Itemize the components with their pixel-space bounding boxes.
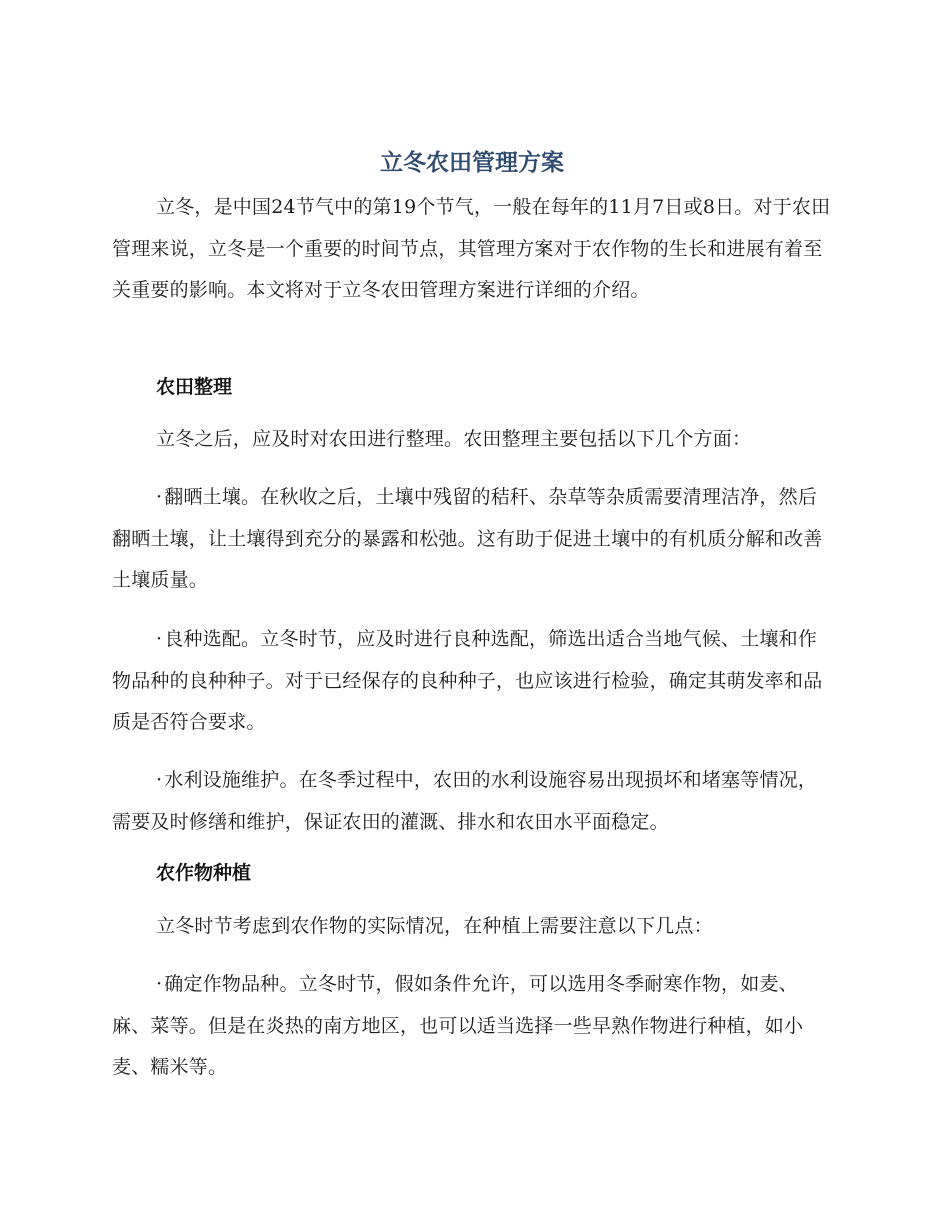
- section-lead-crop-planting: 立冬时节考虑到农作物的实际情况，在种植上需要注意以下几点：: [156, 915, 713, 937]
- section-heading-field-preparation: 农田整理: [156, 376, 233, 398]
- bullet-item-seeds: [112, 619, 832, 744]
- bullet-item-irrigation: [112, 760, 832, 843]
- document-title: 立冬农田管理方案: [380, 150, 564, 176]
- bullet-marker: ·: [156, 628, 163, 650]
- bullet-marker: ·: [156, 973, 163, 995]
- section-lead-field-preparation: 立冬之后，应及时对农田进行整理。农田整理主要包括以下几个方面：: [156, 428, 752, 450]
- bullet-text: 良种选配。立冬时节，应及时进行良种选配，筛选出适合当地气候、土壤和作物品种的良种种子。对于已经保存的良种种子，也应该进行检验，确定其萌发率和品质是否符合要求。: [112, 628, 823, 733]
- bullet-marker: ·: [156, 486, 163, 508]
- bullet-text: 翻晒土壤。在秋收之后，土壤中残留的秸秆、杂草等杂质需要清理洁净，然后翻晒土壤，让土壤得到充分的暴露和松弛。这有助于促进土壤中的有机质分解和改善土壤质量。: [112, 486, 823, 591]
- bullet-item-soil: [112, 477, 832, 602]
- bullet-text: 水利设施维护。在冬季过程中，农田的水利设施容易出现损坏和堵塞等情况，需要及时修缮和维护，保证农田的灌溉、排水和农田水平面稳定。: [112, 769, 818, 833]
- bullet-text: 确定作物品种。立冬时节，假如条件允许，可以选用冬季耐寒作物，如麦、麻、菜等。但是在炎热的南方地区，也可以适当选择一些早熟作物进行种植，如小麦、糯米等。: [112, 973, 804, 1078]
- bullet-item-crop-variety: [112, 964, 832, 1089]
- intro-paragraph: 立冬，是中国24节气中的第19个节气，一般在每年的11月7日或8日。对于农田管理来说，立冬是一个重要的时间节点，其管理方案对于农作物的生长和进展有着至关重要的影响。本文将对于立冬农田管理方案进行详细的介绍。: [112, 196, 831, 301]
- section-heading-crop-planting: 农作物种植: [156, 862, 252, 884]
- bullet-marker: ·: [156, 769, 163, 791]
